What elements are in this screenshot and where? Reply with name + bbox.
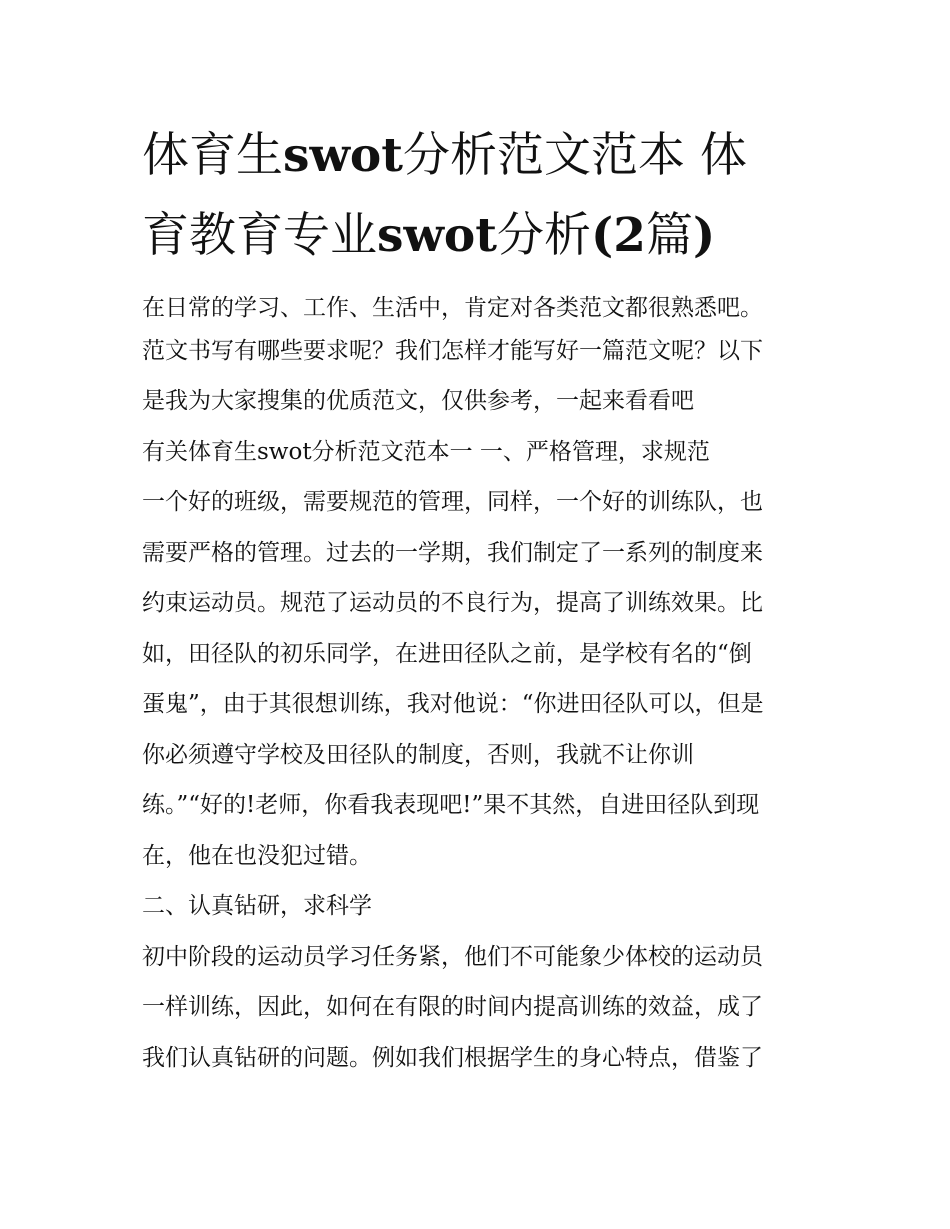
title-line-1: 体育生swot分析范文范本 体 (142, 128, 747, 183)
body-line-11: 练。”“好的!老师，你看我表现吧!”果不其然，自进田径队到现 (142, 792, 760, 818)
body-line-1: 在日常的学习、工作、生活中，肯定对各类范文都很熟悉吧。 (142, 295, 763, 321)
body-line-6: 需要严格的管理。过去的一学期，我们制定了一系列的制度来 (142, 540, 763, 566)
body-line-4: 有关体育生swot分析范文范本一 一、严格管理，求规范 (142, 439, 710, 465)
section-heading-2: 二、认真钻研，求科学 (142, 893, 372, 919)
body-line-9: 蛋鬼”，由于其很想训练，我对他说：“你进田径队可以，但是 (142, 691, 764, 717)
body-line-12: 在，他在也没犯过错。 (142, 843, 372, 869)
body-line-3: 是我为大家搜集的优质范文，仅供参考，一起来看看吧 (142, 388, 694, 414)
document-title (142, 116, 822, 276)
body-line-7: 约束运动员。规范了运动员的不良行为，提高了训练效果。比 (142, 590, 763, 616)
body-line-8: 如，田径队的初乐同学，在进田径队之前，是学校有名的“倒 (142, 641, 752, 667)
body-line-10: 你必须遵守学校及田径队的制度，否则，我就不让你训 (142, 742, 694, 768)
title-line-2: 育教育专业swot分析(2篇) (142, 208, 716, 263)
body-line-16: 我们认真钻研的问题。例如我们根据学生的身心特点，借鉴了 (142, 1045, 763, 1071)
body-line-5: 一个好的班级，需要规范的管理，同样，一个好的训练队，也 (142, 489, 763, 515)
body-line-14: 初中阶段的运动员学习任务紧，他们不可能象少体校的运动员 (142, 944, 763, 970)
body-line-15: 一样训练，因此，如何在有限的时间内提高训练的效益，成了 (142, 994, 763, 1020)
body-line-2: 范文书写有哪些要求呢？我们怎样才能写好一篇范文呢？以下 (142, 338, 763, 364)
